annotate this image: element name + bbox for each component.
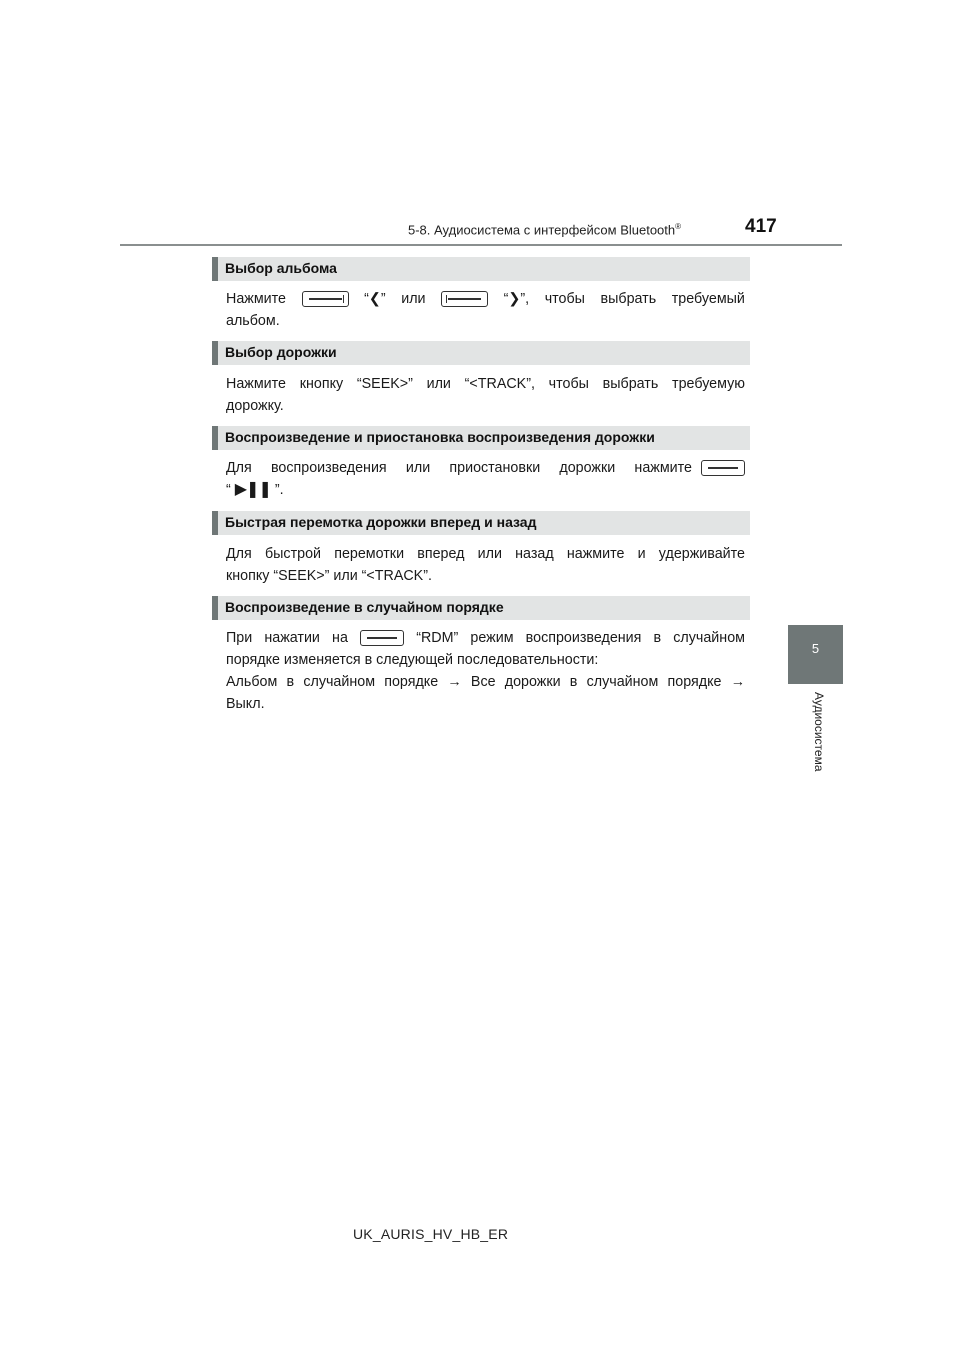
text: чтобы выбрать требуемый [544,291,745,307]
section-heading-seek [212,511,750,535]
section-heading-random [212,596,750,620]
quote-close: ”, [520,291,530,307]
chevron-right-icon: ❯ [508,291,521,307]
paragraph-line [226,288,745,310]
steering-switch-icon [360,630,404,646]
text: Для воспроизведения или приостановки дорожки нажмите [226,460,692,476]
running-header [408,222,681,237]
header-divider [120,244,842,246]
paragraph-line: Для быстрой перемотки вперед или назад нажмите и удерживайте [226,546,745,562]
chevron-left-icon: ❮ [368,291,381,307]
quote-close: ”. [274,482,284,498]
registered-mark: ® [675,222,682,231]
play-pause-icon: ▶❚❚ [234,481,271,498]
paragraph-seek [226,543,745,587]
quote-open: “ [364,291,369,307]
paragraph-random [226,627,745,715]
text: При нажатии на [226,630,348,646]
steering-switch-icon [302,291,349,307]
paragraph-line [226,457,745,479]
section-heading-track [212,341,750,365]
running-header-text: 5-8. Аудиосистема с интерфейсом Bluetooth [408,222,676,238]
section-title: Воспроизведение в случайном порядке [225,599,504,615]
text: Нажмите [226,291,286,307]
paragraph-line: порядке изменяется в следующей последовательности: [226,652,599,668]
paragraph-line: кнопку “SEEK>” или “<TRACK”. [226,568,432,584]
section-heading-album [212,257,750,281]
text: или [401,291,426,307]
quote-open: “ [226,482,231,498]
section-title: Выбор дорожки [225,344,337,360]
paragraph-line: альбом. [226,313,280,329]
chapter-title: Аудиосистема [812,692,826,772]
chapter-number: 5 [811,641,820,656]
quote-open: “ [503,291,509,307]
paragraph-play-pause [226,457,745,501]
section-heading-play-pause [212,426,750,450]
chapter-tab [788,625,843,684]
quote-close: ” [380,291,386,307]
text: “RDM” режим воспроизведения в случайном [416,630,745,646]
paragraph-line: Альбом в случайном порядке → Все дорожки в случайном порядке → [226,674,745,690]
paragraph-track [226,373,745,417]
section-title: Выбор альбома [225,260,337,276]
paragraph-line: Выкл. [226,696,265,712]
steering-switch-icon [441,291,488,307]
steering-switch-icon [701,460,745,476]
paragraph-line: дорожку. [226,398,284,414]
paragraph-line [226,627,745,649]
page-number: 417 [745,216,777,237]
section-title: Быстрая перемотка дорожки вперед и назад [225,514,537,530]
paragraph-album [226,288,745,332]
document-code: UK_AURIS_HV_HB_ER [353,1226,509,1242]
section-title: Воспроизведение и приостановка воспроизведения дорожки [225,429,655,445]
paragraph-line [226,479,745,501]
paragraph-line: Нажмите кнопку “SEEK>” или “<TRACK”, чтобы выбрать требуемую [226,376,745,392]
